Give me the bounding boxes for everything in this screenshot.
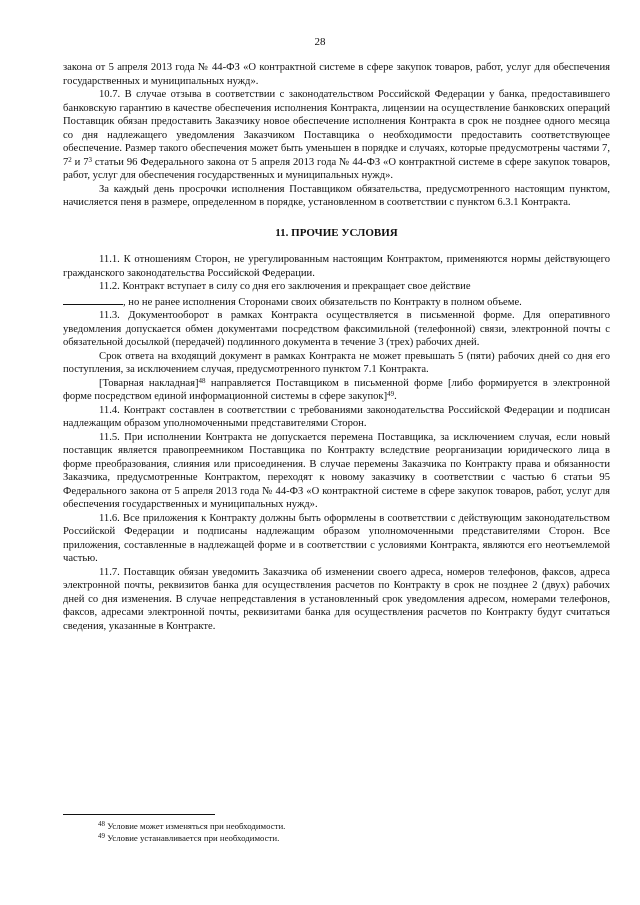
footnotes bbox=[98, 820, 578, 844]
text-segment: 11.2. Контракт вступает в силу со дня его заключения и прекращает свое действие bbox=[99, 281, 471, 292]
paragraph-11-2 bbox=[63, 280, 610, 309]
paragraph-continuation: закона от 5 апреля 2013 года № 44-ФЗ «О контрактной системе в сфере закупок товаров, работ, услуг для обеспечения государственных и муниципальных нужд». bbox=[63, 62, 610, 87]
paragraph-response-term: Срок ответа на входящий документ в рамках Контракта не может превышать 5 (пяти) рабочих дней со дня его поступления, за исключением случая, предусмотренного пунктом 7.1 Контракта. bbox=[63, 350, 610, 375]
footnote-number: 49 bbox=[98, 832, 105, 840]
paragraph-penalty: За каждый день просрочки исполнения Поставщиком обязательства, предусмотренного настоящим пунктом, начисляется пеня в размере, определенном в порядке, установленном в соответствии с пунктом 6.3.1 Контракта. bbox=[63, 183, 610, 208]
footnote-text: Условие устанавливается при необходимости. bbox=[105, 833, 280, 843]
section-heading: 11. ПРОЧИЕ УСЛОВИЯ bbox=[275, 226, 398, 239]
paragraph-11-7: 11.7. Поставщик обязан уведомить Заказчика об изменении своего адреса, номеров телефонов, факсов, адреса электронной почты, реквизитов банка для осуществления расчетов по Контракту в срок не позднее 2 (двух) рабочих дней со дня изменения. В случае непредставления в установленный срок уведомления адресом, номерами телефонов, факсов, адресами электронной почты, реквизитами банка для осуществления расчетов по Контракту будут считаться сведения, указанные в Контракте. bbox=[63, 566, 610, 632]
document-body bbox=[63, 61, 610, 633]
paragraph-invoice bbox=[63, 377, 610, 404]
footnote-48 bbox=[98, 820, 578, 832]
superscript: 3 bbox=[88, 155, 93, 164]
footnote-number: 48 bbox=[98, 820, 105, 828]
text-segment: и 7 bbox=[71, 156, 89, 168]
text-segment: 10.7. В случае отзыва в соответствии с законодательством Российской Федерации у банка, предоставившего банковскую гарантию в качестве обеспечения исполнения Контракта, лицензии на осуществление банковских операций Поставщик обязан предоставить Заказчику новое обеспечение исполнения Контракта в срок не позднее одного месяца со дня надлежащего уведомления Заказчиком Поставщика о необходимости предоставить соответствующее обеспечение. Размер такого обеспечения может быть уменьшен в порядке и случаях, которые предусмотрены частями 7, 7 bbox=[63, 89, 610, 168]
footnote-text: Условие может изменяться при необходимости. bbox=[105, 821, 286, 831]
paragraph-11-3: 11.3. Документооборот в рамках Контракта осуществляется в письменной форме. Для оперативного уведомления допускается обмен документами посредством факсимильной (телефонной) связи, электронной почты с обязательной досылкой (передачей) подлинного документа в течение 3 (трех) рабочих дней. bbox=[63, 310, 610, 348]
text-segment: . bbox=[394, 391, 397, 402]
blank-line bbox=[63, 294, 123, 305]
text-segment: статьи 96 Федерального закона от 5 апреля 2013 года № 44-ФЗ «О контрактной системе в сфере закупок товаров, работ, услуг для обеспечения государственных и муниципальных нужд». bbox=[63, 156, 610, 181]
footnote-ref-49: 49 bbox=[387, 390, 395, 398]
text-segment: , но не ранее исполнения Сторонами своих обязательств по Контракту в полном объеме. bbox=[123, 296, 522, 308]
paragraph-11-1: 11.1. К отношениям Сторон, не урегулированным настоящим Контрактом, применяются нормы действующего гражданского законодательства Российской Федерации. bbox=[63, 254, 610, 279]
page-number: 28 bbox=[314, 36, 326, 48]
paragraph-11-4: 11.4. Контракт составлен в соответствии с требованиями законодательства Российской Федерации и подписан надлежащим образом уполномоченными представителями Сторон. bbox=[63, 404, 610, 429]
paragraph-10-7 bbox=[63, 88, 610, 183]
paragraph-11-5: 11.5. При исполнении Контракта не допускается перемена Поставщика, за исключением случая, если новый поставщик является правопреемником Поставщика по Контракту вследствие реорганизации юридического лица в форме преобразования, слияния или присоединения. В случае перемены Заказчика по Контракту права и обязанности Заказчика, предусмотренные Контрактом, переходят к новому заказчику в соответствии с частью 6 статьи 95 Федерального закона от 5 апреля 2013 года № 44-ФЗ «О контрактной системе в сфере закупок товаров, работ, услуг для обеспечения государственных и муниципальных нужд». bbox=[63, 431, 610, 510]
text-segment: [Товарная накладная] bbox=[99, 377, 199, 389]
footnote-separator bbox=[63, 814, 215, 815]
footnote-49 bbox=[98, 832, 578, 844]
paragraph-11-6: 11.6. Все приложения к Контракту должны быть оформлены в соответствии с действующим законодательством Российской Федерации и подписаны надлежащим образом уполномоченными представителями Сторон. Все приложения, составленные в надлежащей форме и в соответствии с условиями Контракта, являются его неотъемлемой частью. bbox=[63, 512, 610, 564]
footnote-ref-48: 48 bbox=[198, 376, 206, 385]
text-segment: направляется Поставщиком в письменной форме [либо формируется в электронной форме посредством единой информационной системы в сфере закупок] bbox=[63, 377, 610, 402]
superscript: 2 bbox=[68, 155, 72, 164]
